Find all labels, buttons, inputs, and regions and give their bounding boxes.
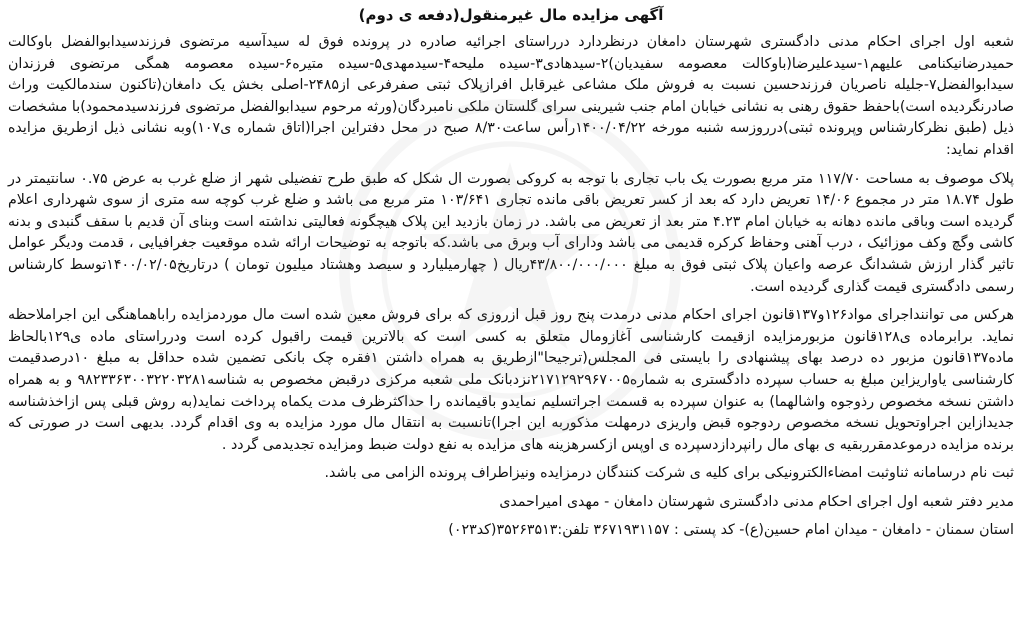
registration-note: ثبت نام درسامانه ثناوثبت امضاءالکترونیکی برای کلیه ی شرکت کنندگان درمزایده ونیزاطراف پرونده الزامی می باشد. <box>324 465 1014 482</box>
property-description-paragraph: پلاک موصوف به مساحت ۱۱۷/۷۰ متر مربع بصورت یک باب تجاری با توجه به کروکی بصورت ال شکل که طبق طرح تفضیلی شهر از ضلع غرب به عرض ۰.۷۵ سانتیمتر در طول ۱۸.۷۴ متر در مجموع ۱۴/۰۶ تعریض دارد که بعد از کسر تعریض باقی مانده تجاری ۱۰۳/۶۴۱ متر مربع می باشد و ضلع غرب کوچه سه متری از سوی شهرداری اعلام گردیده است وباقی مانده دهانه به خیابان امام ۴.۲۳ متر بعد از تعریض می باشد. در زمان بازدید این پلاک هیچگونه فعالیتی نداشته است وبنای آن قدیم با سقف گنبدی و بدنه کاشی وگچ وکف موزائیک ، درب آهنی وحفاظ کرکره قدیمی می باشد ودارای آب وبرق می باشد.که باتوجه به توضیحات ارائه شده موقعیت جغرافیایی ، قدمت ودیگر عوامل تاثیر گذار ارزش ششدانگ عرصه واعیان پلاک ثبتی فوق به مبلغ ۴۳/۸۰۰/۰۰۰/۰۰۰ریال ( چهارمیلیارد و سیصد وهشتاد میلیون تومان ) درتاریخ۱۴۰۰/۰۲/۰۵توسط کارشناس رسمی دادگستری قیمت گذاری گردیده است. <box>8 170 1015 295</box>
auction-terms-paragraph: هرکس می تواننداجرای مواد۱۲۶و۱۳۷قانون اجرای احکام مدنی درمدت پنج روز قبل ازروزی که برای فروش معین شده است مال موردمزایده راباهماهنگی این اجراملاحظه نماید. برابرماده ی۱۲۸قانون مزبورمزایده ازقیمت کارشناسی آغازومال متعلق به کسی است که بالاترین قیمت راقبول کرده است ودرراستای ماده ی۱۲۹بالحاظ ماده۱۳۷قانون مزبور ده درصد بهای پیشنهادی را بایستی فی المجلس(ترجیحا"ازطریق به همراه داشتن ۱فقره چک بانکی تضمین شده حداقل به مبلغ ۱۰درصدقیمت کارشناسی یاواریزاین مبلغ به حساب سپرده دادگستری به شماره۲۱۷۱۲۹۲۹۶۷۰۰۵نزدبانک ملی شعبه مرکزی درقبض مخصوص به شناسه۹۸۲۳۳۶۳۰۰۳۲۲۰۳۲۸۱ و به همراه داشتن نسخه مخصوص رذوجوه واشالهما) به عنوان سپرده به قسمت اجراتسلیم نمایدو باقیمانده را حداکثرظرف مدت یکماه پرداخت نماید(به روش قبلی پس ازاخذشناسه جدیدازاین اجراوتحویل نسخه مخصوص ردوجوه قبض واریزی درمهلت مذکوربه این اجرا)تانسبت به انتقال مال مورد مزایده به وی اقدام گردد. بدیهی است در صورتی که برنده مزایده درموعدمقرربقیه ی بهای مال رانپردازدسپرده ی اوپس ازکسرهزینه های مزایده به نفع دولت ضبط ومزایده تجدیدمی گردد . <box>8 307 1015 453</box>
notice-title: آگهی مزایده مال غیرمنقول(دفعه ی دوم) <box>358 6 664 24</box>
signature-line: مدیر دفتر شعبه اول اجرای احکام مدنی دادگستری شهرستان دامغان - مهدی امیراحمدی <box>499 493 1014 510</box>
notice-intro-paragraph: شعبه اول اجرای احکام مدنی دادگستری شهرستان دامغان درنظردارد درراستای اجرائیه صادره در پرونده فوق له سیدآسیه مرتضوی فرزندسیدابوالفضل باوکالت حمیدرضانیکنامی علیهم۱-سیدعلیرضا(باوکالت معصومه سفیدیان)۲-سیدهادی۳-سیده ملیحه۴-سیدمهدی۵-سیده متیره۶-سیده معصومه همگی مرتضوی فرزندان سیدابوالفضل۷-جلیله ناصریان فرزندحسین نسبت به فروش ملک مشاعی غیرقابل افرازپلاک ثبتی صفرفرعی از۲۴۸۵-اصلی بخش یک دامغان(تاکنون سندمالکیت وراث صادرنگردیده است)باحفظ حقوق رهنی به نشانی خیابان امام جنب شیرینی سرای گلستان ملکی نامبردگان(ورثه مرحوم سیدابوالفضل مرتضوی فرزندسیدمحمود)با مشخصات ذیل (طبق نظرکارشناس وپرونده ثبتی)درروزسه شنبه مورخه ۱۴۰۰/۰۴/۲۲رأس ساعت۸/۳۰ صبح در محل دفتراین اجرا(اتاق شماره ی۱۰۷)وبه نشانی ذیل ازطریق مزایده اقدام نماید: <box>8 34 1015 158</box>
address-line: استان سمنان - دامغان - میدان امام حسین(ع)- کد پستی : ۳۶۷۱۹۳۱۱۵۷ تلفن:۳۵۲۶۳۵۱۳(کد۰۲۳) <box>448 522 1014 539</box>
